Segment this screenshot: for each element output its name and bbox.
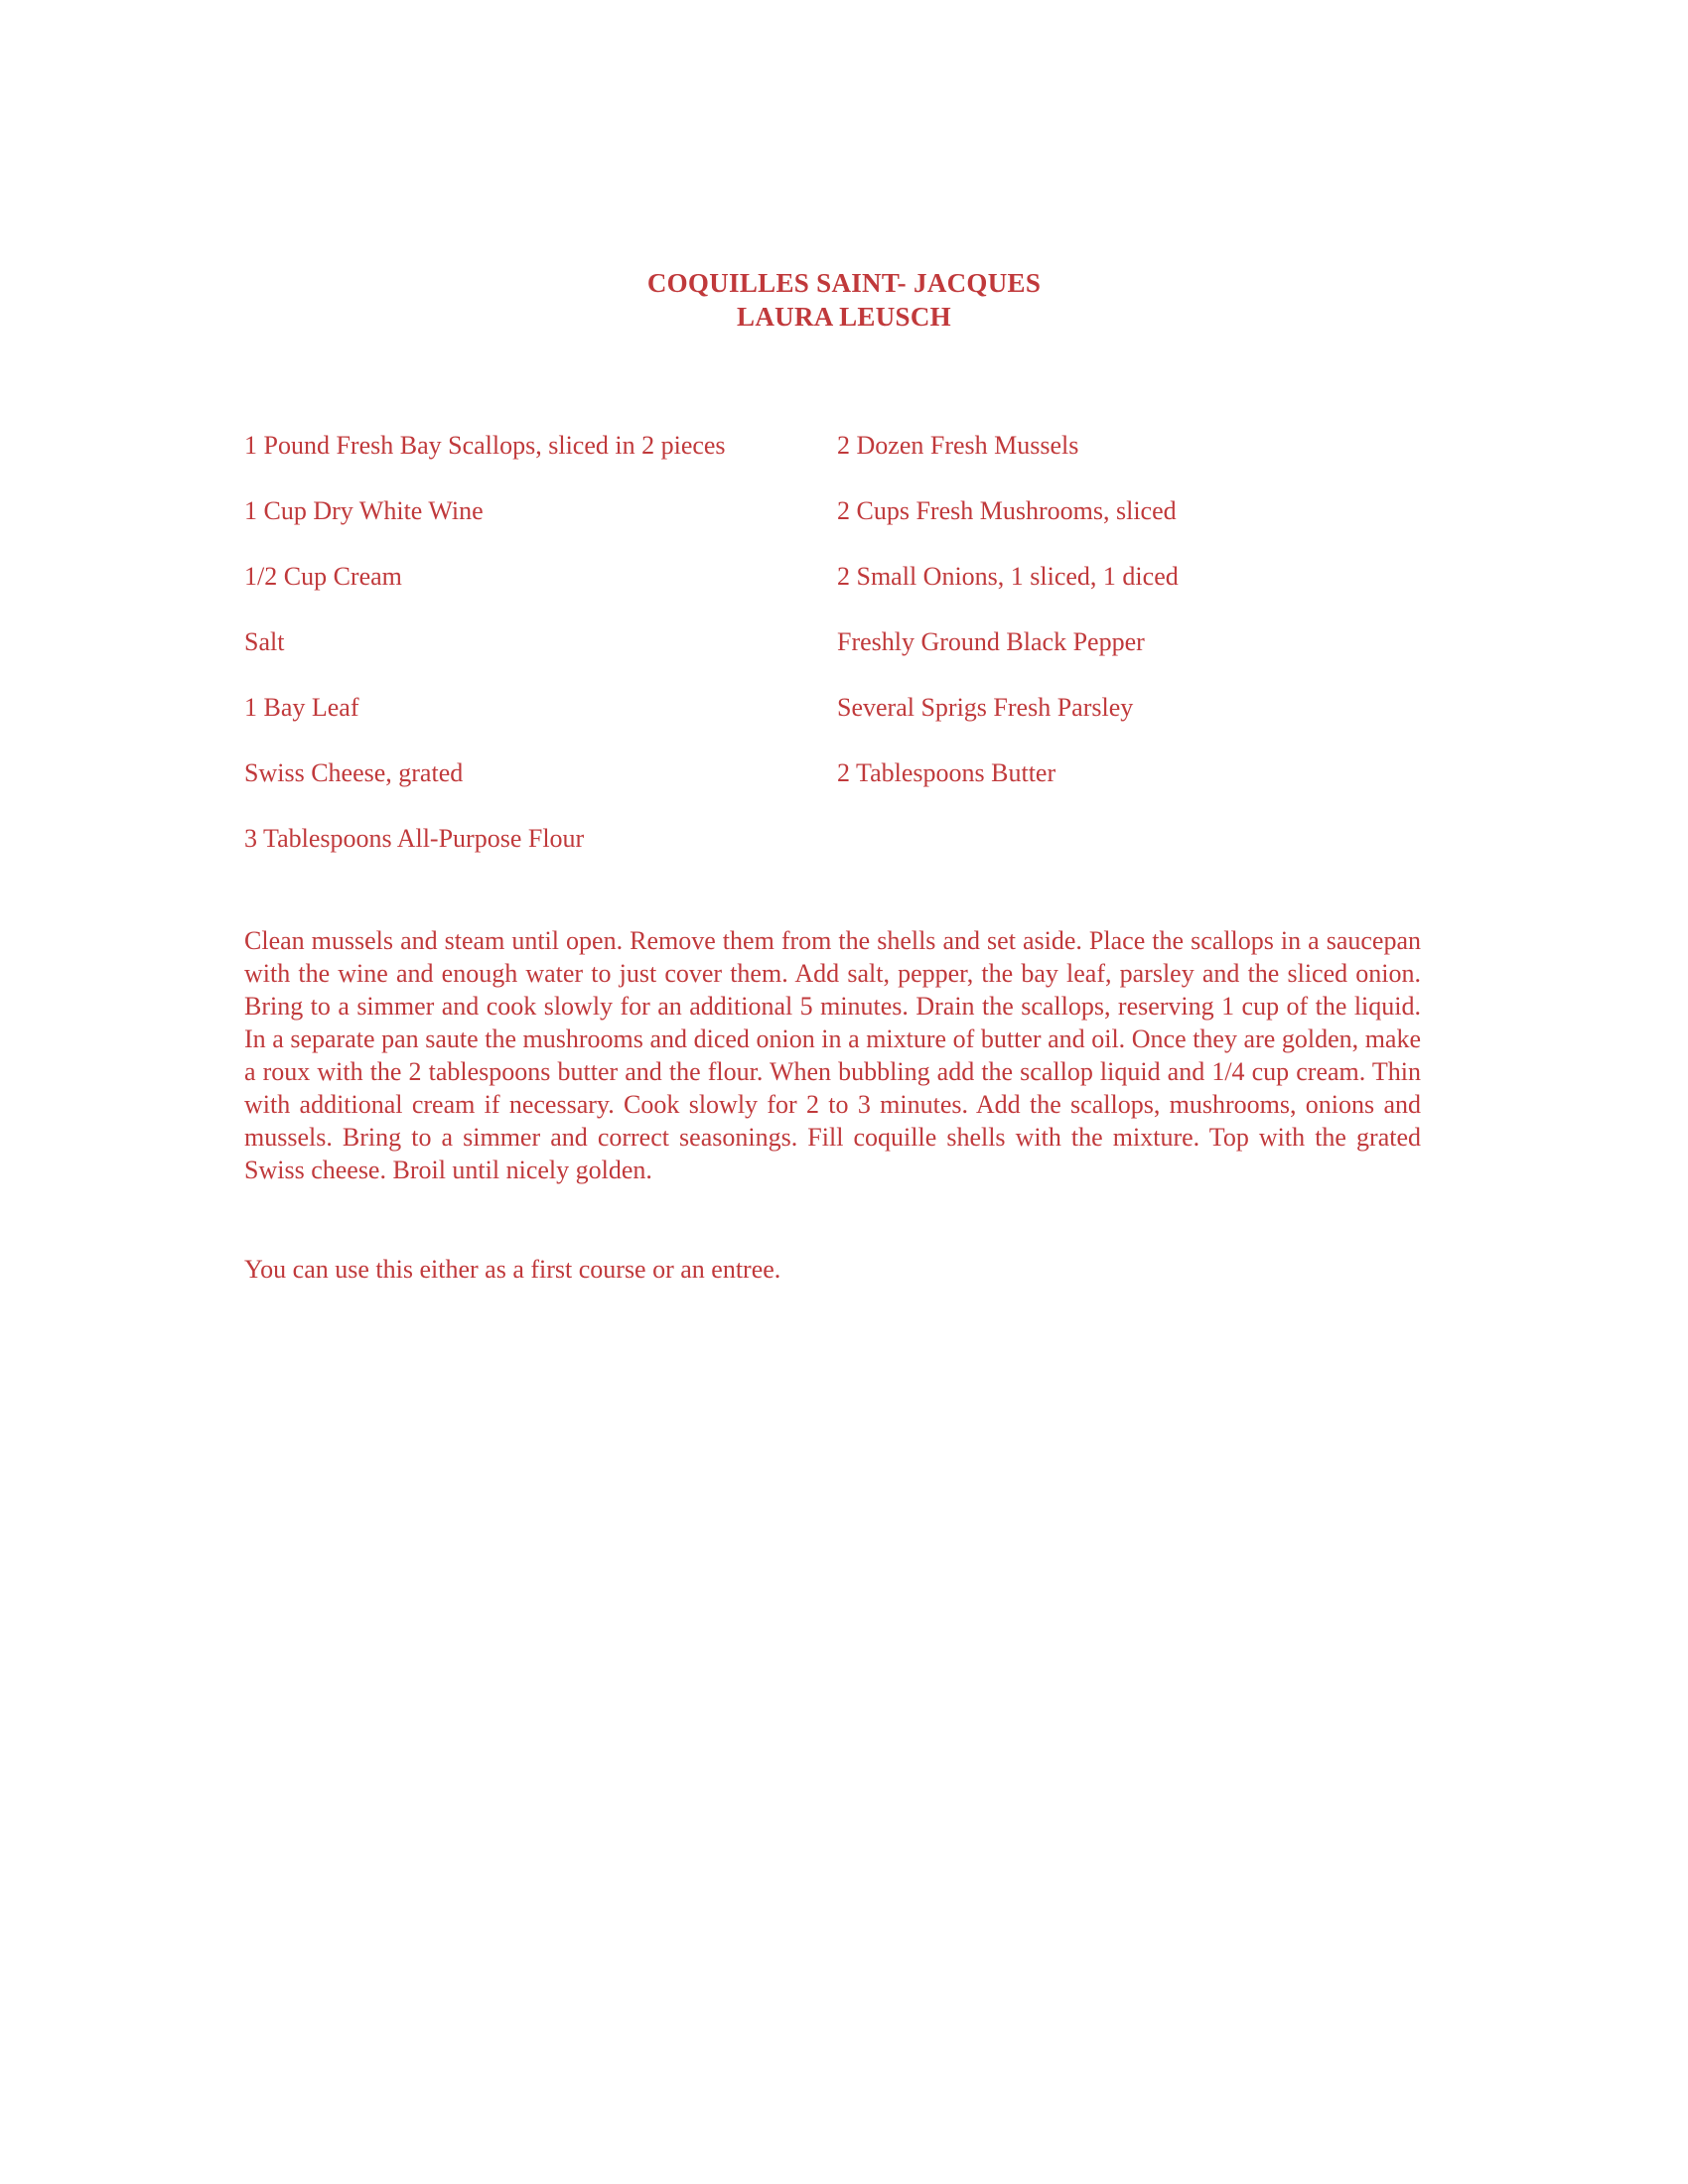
- ingredients-list: [244, 429, 1485, 887]
- ingredient-item: Swiss Cheese, grated: [244, 758, 464, 787]
- recipe-title: COQUILLES SAINT- JACQUES: [646, 268, 1042, 298]
- ingredient-item: Freshly Ground Black Pepper: [837, 627, 1145, 656]
- ingredient-row: [244, 494, 1485, 560]
- ingredient-item: 1 Pound Fresh Bay Scallops, sliced in 2 pieces: [244, 431, 726, 460]
- ingredient-item: 2 Small Onions, 1 sliced, 1 diced: [837, 562, 1179, 591]
- ingredient-item: 1 Cup Dry White Wine: [244, 496, 484, 525]
- ingredient-row: [244, 822, 1485, 887]
- serving-note: You can use this either as a first course or an entree.: [244, 1255, 781, 1284]
- ingredient-item: 1 Bay Leaf: [244, 693, 359, 722]
- instructions-paragraph: Clean mussels and steam until open. Remove them from the shells and set aside. Place the scallops in a saucepan with the wine and enough water to just cover them. Add salt, pepper, the bay leaf, parsley and the sliced onion. Bring to a simmer and cook slowly for an additional 5 minutes. Drain the scallops, reserving 1 cup of the liquid. In a separate pan saute the mushrooms and diced onion in a mixture of butter and oil. Once they are golden, make a roux with the 2 tablespoons butter and the flour. When bubbling add the scallop liquid and 1/4 cup cream. Thin with additional cream if necessary. Cook slowly for 2 to 3 minutes. Add the scallops, mushrooms, onions and mussels. Bring to a simmer and correct seasonings. Fill coquille shells with the mixture. Top with the grated Swiss cheese. Broil until nicely golden.: [244, 926, 1421, 1184]
- ingredient-row: [244, 560, 1485, 625]
- ingredient-item: 2 Dozen Fresh Mussels: [837, 431, 1079, 460]
- ingredient-row: [244, 756, 1485, 822]
- ingredient-item: 2 Tablespoons Butter: [837, 758, 1056, 787]
- ingredient-item: Several Sprigs Fresh Parsley: [837, 693, 1134, 722]
- ingredient-row: [244, 429, 1485, 494]
- recipe-header: [0, 266, 1688, 334]
- ingredient-item: 1/2 Cup Cream: [244, 562, 402, 591]
- ingredient-item: Salt: [244, 627, 285, 656]
- ingredient-row: [244, 625, 1485, 691]
- recipe-author: LAURA LEUSCH: [737, 302, 951, 332]
- ingredient-row: [244, 691, 1485, 756]
- ingredient-item: 2 Cups Fresh Mushrooms, sliced: [837, 496, 1177, 525]
- ingredient-item: 3 Tablespoons All-Purpose Flour: [244, 824, 585, 853]
